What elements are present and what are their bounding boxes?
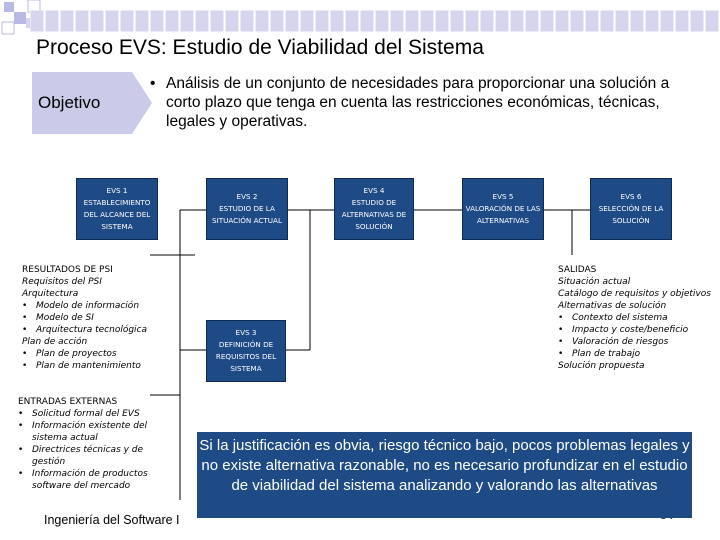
list-item-text: Solicitud formal del EVS: [32, 409, 140, 419]
bullet-icon: •: [558, 325, 564, 335]
list-item: [18, 408, 168, 420]
activity-code: EVS 1: [106, 186, 128, 195]
external-inputs-heading: ENTRADAS EXTERNAS: [18, 397, 118, 407]
list-item-text: Modelo de SI: [36, 313, 94, 323]
list-item-text: Arquitectura: [22, 289, 79, 299]
bullet-icon: •: [150, 75, 156, 92]
bullet-icon: •: [22, 325, 28, 335]
list-item-text: Información de productos software del mercado: [32, 469, 148, 491]
bullet-icon: •: [558, 349, 564, 359]
activity-box-evs4[interactable]: [334, 178, 414, 240]
list-item: [22, 360, 172, 372]
bullet-icon: •: [22, 301, 28, 311]
list-item: [18, 444, 168, 468]
list-item-text: Plan de mantenimiento: [36, 361, 141, 371]
bullet-icon: •: [22, 361, 28, 371]
list-item: [22, 276, 172, 288]
list-item-text: Plan de proyectos: [36, 349, 117, 359]
activity-name: ESTUDIO DE ALTERNATIVAS DE SOLUCIÓN: [341, 198, 407, 231]
list-item-text: Información existente del sistema actual: [32, 421, 148, 443]
list-item: [22, 312, 172, 324]
list-item-text: Directrices técnicas y de gestión: [32, 445, 144, 467]
activity-name: VALORACIÓN DE LAS ALTERNATIVAS: [465, 204, 541, 225]
list-item: [558, 324, 718, 336]
activity-box-evs2[interactable]: [206, 178, 288, 240]
list-item-text: Requisitos del PSI: [22, 277, 102, 287]
list-item: [22, 288, 172, 300]
list-item: [22, 300, 172, 312]
activity-name: DEFINICIÓN DE REQUISITOS DEL SISTEMA: [215, 340, 277, 373]
activity-code: EVS 3: [235, 328, 257, 337]
bullet-icon: •: [22, 313, 28, 323]
bullet-icon: •: [558, 313, 564, 323]
list-item-text: Arquitectura tecnológica: [36, 325, 148, 335]
activity-code: EVS 5: [492, 192, 514, 201]
list-item-text: Contexto del sistema: [572, 313, 668, 323]
list-item: [558, 348, 718, 360]
bullet-icon: •: [22, 349, 28, 359]
objective-description: Análisis de un conjunto de necesidades para proporcionar una solución a corto plazo que tenga en cuenta las restricciones económicas, técnicas, legales y operativas.: [166, 75, 670, 130]
activity-name: SELECCIÓN DE LA SOLUCIÓN: [598, 204, 664, 225]
bullet-icon: •: [18, 409, 24, 419]
activity-code: EVS 4: [363, 186, 385, 195]
list-item: [18, 468, 168, 492]
list-item: [558, 312, 718, 324]
list-item-text: Impacto y coste/beneficio: [572, 325, 689, 335]
activity-box-evs6[interactable]: [590, 178, 672, 240]
list-item-text: Plan de acción: [22, 337, 88, 347]
list-item-text: Situación actual: [558, 277, 631, 287]
bullet-icon: •: [558, 337, 564, 347]
list-item: [558, 336, 718, 348]
list-item-text: Plan de trabajo: [572, 349, 641, 359]
page-number: 34: [660, 508, 674, 522]
activity-name: ESTUDIO DE LA SITUACIÓN ACTUAL: [212, 204, 282, 225]
list-item: [558, 360, 718, 372]
activity-box-evs3[interactable]: [206, 320, 286, 382]
list-item: [22, 324, 172, 336]
list-item: [558, 276, 718, 288]
list-item: [18, 420, 168, 444]
feasibility-note: Si la justificación es obvia, riesgo técnico bajo, pocos problemas legales y no existe alternativa razonable, no es necesario profundizar en el estudio de viabilidad del sistema analizando y valorando las alternativas: [197, 432, 692, 518]
list-item: [22, 336, 172, 348]
psi-results-list: [22, 264, 172, 372]
page-title: Proceso EVS: Estudio de Viabilidad del Sistema: [36, 36, 484, 59]
list-item-text: Solución propuesta: [558, 361, 645, 371]
list-item: [558, 300, 718, 312]
objective-label: Objetivo: [38, 93, 101, 112]
list-item-text: Modelo de información: [36, 301, 140, 311]
activity-name: ESTABLECIMIENTO DEL ALCANCE DEL SISTEMA: [83, 198, 151, 231]
list-item-text: Alternativas de solución: [558, 301, 667, 311]
list-item: [22, 348, 172, 360]
activity-box-evs5[interactable]: [462, 178, 544, 240]
list-item-text: Catálogo de requisitos y objetivos: [558, 289, 711, 299]
footer-course-name: Ingeniería del Software I: [44, 513, 180, 527]
psi-results-heading: RESULTADOS DE PSI: [22, 265, 113, 275]
outputs-list: [558, 264, 718, 372]
bullet-icon: •: [18, 421, 24, 431]
list-item-text: Valoración de riesgos: [572, 337, 669, 347]
bullet-icon: •: [18, 445, 24, 455]
list-item: [558, 288, 718, 300]
activity-code: EVS 6: [620, 192, 642, 201]
external-inputs-list: [18, 396, 168, 492]
activity-box-evs1[interactable]: [76, 178, 158, 240]
activity-code: EVS 2: [236, 192, 258, 201]
bullet-icon: •: [18, 469, 24, 479]
outputs-heading: SALIDAS: [558, 265, 597, 275]
